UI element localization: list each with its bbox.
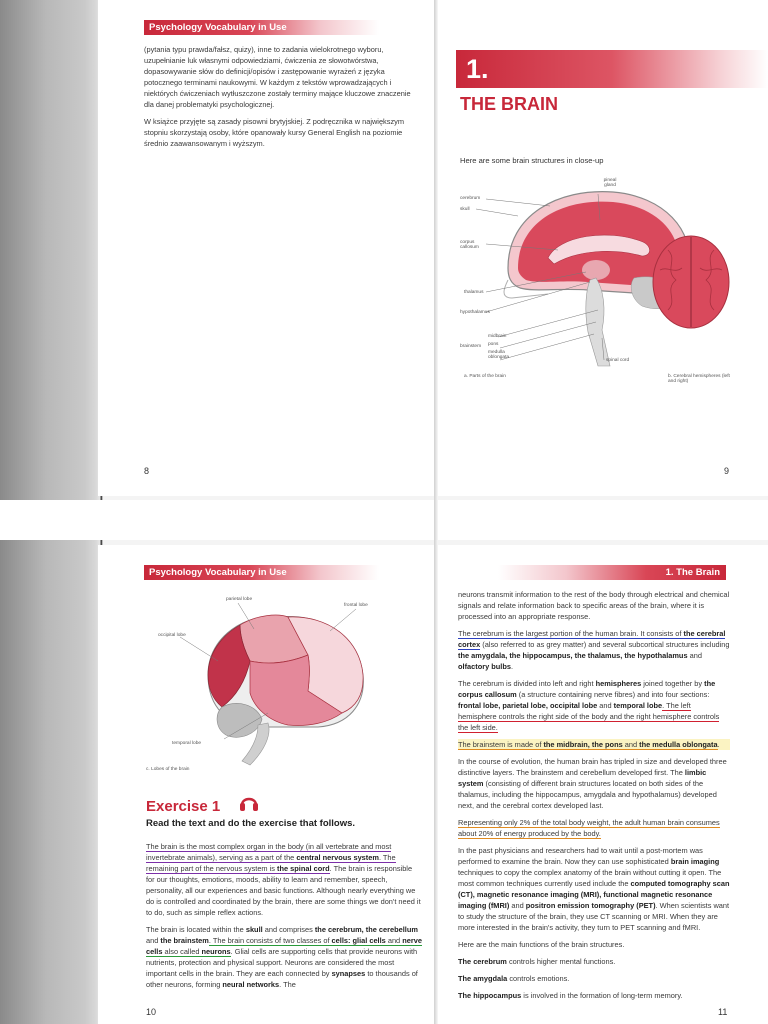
exercise-text [146, 841, 422, 996]
running-header: 1. The Brain [498, 565, 726, 580]
brain-top-view [653, 236, 729, 328]
label-parietal-lobe: parietal lobe [226, 597, 253, 602]
caption-a: a. Parts of the brain [464, 374, 506, 379]
paragraph: The brainstem is made of the midbrain, the pons and the medulla oblongata. [458, 739, 730, 750]
paragraph: The brain is located within the skull and comprises the cerebrum, the cerebellum and the brainstem. The brain consists of two classes of cells: glial cells and nerve cells also called neurons. Glial cells are supporting cells that provide neurons with nutrients, protection and physical support. Neurons are considered the most important cells in the brain. They are each connected by synapses to thousands of other neurons, forming neural networks. The [146, 925, 422, 989]
book-spine [434, 0, 438, 1024]
scan-gap [0, 500, 768, 540]
function-item: The cerebrum controls higher mental functions. [458, 957, 616, 966]
chapter-title: THE BRAIN [460, 94, 558, 114]
page-11-text [458, 589, 730, 1007]
paragraph: In the past physicians and researchers had to wait until a post-mortem was performed to examine the brain. Now they can use sophisticated brain imaging techniques to copy the complex anatomy of the brain without cutting it open. The most common techniques currently used include the computed tomography scan (CT), magnetic resonance imaging (MRI), functional magnetic resonance imaging (fMRI) and positron emission tomography (PET). When scientists want to study the structure of the brain, they use CT scanning or MRI. When they are more interested in the brain's activity, they turn to PET scanning and fMRI. [458, 846, 730, 932]
page-number: 11 [718, 1007, 728, 1017]
page-11 [438, 545, 768, 1024]
paragraph: In the course of evolution, the human brain has tripled in size and developed three distinctive layers. The brainstem and cerebellum developed first. The limbic system (consisting of different brain structures located on both sides of the thalamus, including the hippocampus, amygdala and hypothalamus) developed next, and the cerebral cortex developed last. [458, 757, 727, 810]
paragraph: (pytania typu prawda/fałsz, quizy), inne to zadania wielokrotnego wyboru, uzupełnianie luk własnymi odpowiedziami, ćwiczenia ze słowotwórstwa, dopasowywanie słów do definicji/opisów i zastępowanie wyrażeń z języka potocznego terminami naukowymi. W każdym z tekstów wprowadzających i niektórych ćwiczeniach wytłuszczone zostały terminy mające kluczowe znaczenie dla danej problematyki psychologicznej. [144, 45, 411, 109]
paragraph: The cerebrum is divided into left and right hemispheres joined together by the corpus callosum (a structure containing nerve fibres) and into four sections: frontal lobe, parietal lobe, occipital lobe and temporal lobe. The left hemisphere controls the right side of the body and the right hemisphere controls the left side. [458, 679, 720, 732]
label-midbrain: midbrain [488, 334, 507, 339]
paragraph: The cerebrum is the largest portion of the human brain. It consists of the cerebral cortex (also referred to as grey matter) and several subcortical structures including the amygdala, the hippocampus, the thalamus, the hypothalamus and olfactory bulbs. [458, 629, 730, 671]
paragraph: Representing only 2% of the total body weight, the adult human brain consumes about 20% of energy produced by the body. [458, 818, 720, 838]
exercise-instruction: Read the text and do the exercise that follows. [146, 818, 356, 829]
paragraph: Here are the main functions of the brain structures. [458, 940, 625, 949]
running-header: Psychology Vocabulary in Use [144, 20, 379, 35]
label-hypothalamus: hypothalamus [460, 310, 490, 315]
label-corpus-callosum: corpus callosum [460, 240, 479, 250]
running-header: Psychology Vocabulary in Use [144, 565, 379, 580]
label-temporal-lobe: temporal lobe [172, 741, 202, 746]
paragraph: neurons transmit information to the rest of the body through electrical and chemical signals and relate information back to specific areas of the brain, where it is processed into an appropriate response. [458, 590, 730, 621]
label-spinal-cord: spinal cord [606, 358, 630, 363]
label-pons: pons [488, 342, 499, 347]
label-occipital-lobe: occipital lobe [158, 633, 186, 638]
page-8 [98, 0, 434, 496]
page-number: 9 [724, 466, 730, 476]
chapter-number: 1. [466, 54, 489, 84]
label-pineal-gland: pineal gland [603, 178, 617, 188]
headphones-icon[interactable] [238, 791, 260, 813]
label-thalamus: thalamus [464, 290, 484, 295]
caption-c: c. Lobes of the brain [146, 767, 190, 772]
exercise-title: Exercise 1 [146, 798, 221, 815]
label-cerebrum: cerebrum [460, 196, 481, 201]
label-frontal-lobe: frontal lobe [344, 603, 368, 608]
caption-b: b. Cerebral hemispheres (left and right) [668, 374, 730, 384]
page-9 [438, 0, 768, 496]
chapter-banner [456, 50, 768, 88]
label-medulla: medulla oblongata [488, 350, 510, 360]
figure-intro: Here are some brain structures in close-up [460, 156, 604, 165]
function-item: The hippocampus is involved in the formation of long-term memory. [458, 991, 683, 1000]
label-brainstem: brainstem [460, 344, 482, 349]
paragraph: The brain is the most complex organ in the body (in all vertebrate and most invertebrate animals), serving as a part of the central nervous system. The remaining part of the nervous system is the spinal cord. The brain is responsible for our thoughts, emotions, moods, ability to learn and remember, speech, personality, all our experiences and basic functions. Although nearly everything we do is controlled and coordinated by the brain, there are some things we don't need it to do, such as simple reflex actions. [146, 842, 421, 917]
function-item: The amygdala controls emotions. [458, 974, 570, 983]
label-skull: skull [460, 207, 470, 212]
page-8-text [144, 44, 420, 155]
page-number: 8 [144, 466, 150, 476]
paragraph: W książce przyjęte są zasady pisowni brytyjskiej. Z podręcznika w największym stopniu skorzystają osoby, które opanowały kursy General English na poziomie średnio zaawansowanym i wyższym. [144, 117, 404, 148]
page-10 [98, 545, 434, 1024]
thalamus-shape [582, 260, 610, 280]
page-number: 10 [146, 1007, 157, 1017]
